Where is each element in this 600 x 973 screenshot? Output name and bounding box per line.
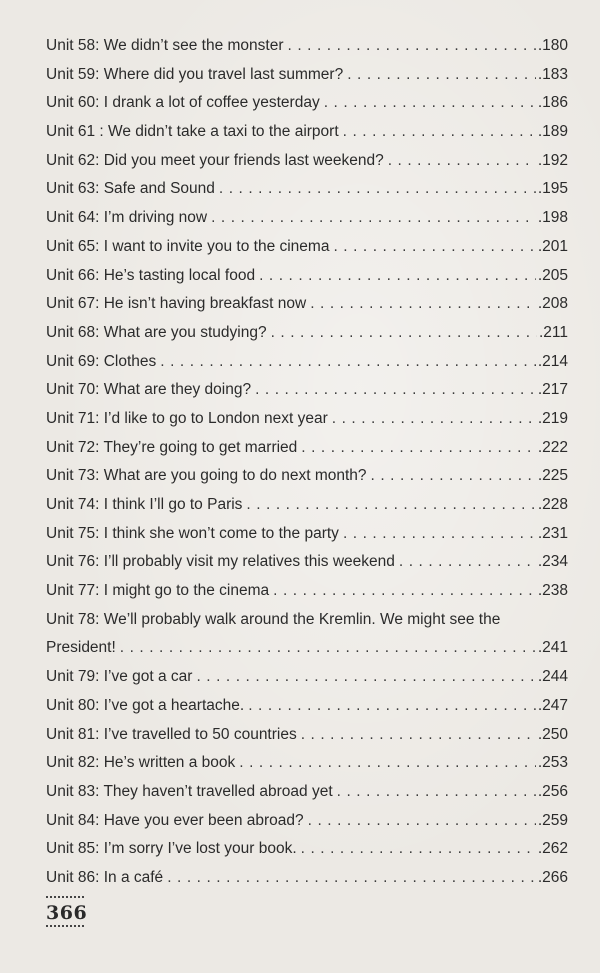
toc-entry [46, 175, 568, 204]
dot-leader [120, 634, 536, 663]
toc-entry [46, 778, 568, 807]
toc-entry-page-number: .262 [537, 840, 568, 858]
toc-entry-title: Unit 83: They haven’t travelled abroad yet [46, 782, 333, 800]
dot-leader [259, 262, 536, 291]
toc-entry-page-number: .198 [537, 209, 568, 227]
toc-entry-title: Unit 60: I drank a lot of coffee yesterday [46, 94, 320, 112]
toc-entry [46, 807, 568, 836]
toc-entry-title: Unit 72: They’re going to get married [46, 438, 298, 456]
toc-entry-page-number: .228 [537, 496, 568, 513]
dot-leader [248, 692, 536, 721]
dot-leader [255, 376, 536, 405]
toc-entry-page-number: .186 [537, 94, 568, 112]
toc-entry-page-number: .266 [537, 868, 568, 886]
dot-leader [337, 778, 536, 807]
toc-entry-title: Unit 84: Have you ever been abroad? [46, 811, 304, 829]
toc-entry-page-number: .234 [537, 553, 568, 571]
toc-entry [46, 262, 568, 291]
toc-entry-title: Unit 86: In a café [46, 868, 164, 886]
toc-entry-title: Unit 82: He’s written a book [46, 754, 236, 772]
toc-entry [46, 61, 568, 90]
toc-entry [46, 204, 568, 233]
toc-entry [46, 462, 568, 491]
toc-entry-title: Unit 76: I’ll probably visit my relatives this weekend [46, 553, 395, 571]
toc-entry-page-number: .222 [537, 438, 568, 456]
toc-entry-page-number: .253 [537, 754, 568, 772]
toc-entry [46, 405, 568, 434]
toc-entry [46, 721, 568, 750]
dot-leader [301, 434, 536, 463]
toc-entry-title: Unit 58: We didn’t see the monster [46, 37, 284, 54]
dot-leader [271, 319, 537, 348]
page-number-footer [46, 896, 87, 929]
toc-entry [46, 491, 568, 520]
folio-dotted-rule-bottom [46, 925, 84, 929]
toc-entry [46, 376, 568, 405]
toc-entry-title: Unit 69: Clothes [46, 352, 157, 370]
toc-entry [46, 577, 568, 606]
toc-entry-page-number: .241 [537, 639, 568, 657]
toc-entry-page-number: .205 [537, 266, 568, 284]
toc-entry-page-number: .208 [537, 295, 568, 313]
toc-entry-page-number: .217 [537, 381, 568, 399]
toc-entry-title: Unit 74: I think I’ll go to Paris [46, 496, 243, 513]
dot-leader [160, 348, 536, 377]
toc-entry-title: Unit 73: What are you going to do next month? [46, 467, 367, 485]
dot-leader [347, 61, 536, 90]
toc-entry-page-number: .247 [537, 696, 568, 714]
toc-entry-line [46, 606, 568, 635]
toc-entry-page-number: .180 [537, 37, 568, 54]
toc-entry [46, 89, 568, 118]
toc-entry-title: Unit 67: He isn’t having breakfast now [46, 295, 307, 313]
toc-entry [46, 692, 568, 721]
dot-leader [333, 233, 535, 262]
folio-dotted-rule-top [46, 896, 84, 900]
dot-leader [196, 663, 535, 692]
toc-entry-page-number: .219 [537, 409, 568, 427]
dot-leader [167, 864, 536, 893]
toc-entry-title: Unit 77: I might go to the cinema [46, 582, 270, 600]
toc-entry-page-number: .244 [537, 668, 568, 686]
toc-entry-page-number: .225 [537, 467, 568, 485]
toc-entry-title: Unit 61 : We didn’t take a taxi to the airport [46, 123, 339, 141]
toc-entry [46, 319, 568, 348]
toc-entry [46, 749, 568, 778]
table-of-contents [46, 32, 568, 893]
toc-entry-title: Unit 65: I want to invite you to the cinema [46, 237, 330, 255]
toc-entry-page-number: .238 [537, 582, 568, 600]
toc-entry [46, 233, 568, 262]
toc-entry-title: Unit 81: I’ve travelled to 50 countries [46, 725, 297, 743]
toc-entry-title: Unit 66: He’s tasting local food [46, 266, 256, 284]
dot-leader [343, 520, 536, 549]
toc-entry [46, 434, 568, 463]
toc-entry-title: Unit 71: I’d like to go to London next year [46, 409, 328, 427]
dot-leader [211, 204, 536, 233]
dot-leader [399, 548, 536, 577]
dot-leader [246, 491, 535, 520]
toc-entry [46, 864, 568, 893]
toc-entry [46, 147, 568, 176]
toc-entry-title: Unit 64: I’m driving now [46, 209, 208, 227]
toc-entry [46, 348, 568, 377]
toc-entry [46, 835, 568, 864]
dot-leader [239, 749, 536, 778]
dot-leader [324, 89, 536, 118]
toc-entry-title: Unit 80: I’ve got a heartache. [46, 696, 245, 714]
toc-entry-title: Unit 62: Did you meet your friends last weekend? [46, 151, 384, 169]
dot-leader [371, 462, 536, 491]
toc-entry-title: Unit 78: We’ll probably walk around the Kremlin. We might see the [46, 610, 501, 628]
toc-entry-page-number: .189 [537, 123, 568, 141]
toc-entry-title: Unit 79: I’ve got a car [46, 668, 193, 686]
dot-leader [219, 175, 536, 204]
dot-leader [288, 32, 536, 61]
dot-leader [388, 147, 536, 176]
dot-leader [301, 721, 536, 750]
dot-leader [332, 405, 536, 434]
dot-leader [273, 577, 536, 606]
dot-leader [308, 807, 536, 836]
toc-entry [46, 32, 568, 61]
toc-entry-page-number: .214 [537, 352, 568, 370]
toc-entry-page-number: .231 [537, 524, 568, 542]
toc-entry-title: Unit 75: I think she won’t come to the party [46, 524, 339, 542]
dot-leader [310, 290, 536, 319]
toc-entry-page-number: .183 [537, 65, 568, 83]
toc-entry-title: Unit 68: What are you studying? [46, 323, 267, 341]
toc-entry [46, 520, 568, 549]
toc-entry-page-number: .256 [537, 782, 568, 800]
toc-entry-title: Unit 85: I’m sorry I’ve lost your book. [46, 840, 297, 858]
toc-entry [46, 663, 568, 692]
toc-entry-page-number: .195 [537, 180, 568, 198]
toc-entry-page-number: .259 [537, 811, 568, 829]
toc-entry-page-number: .201 [537, 237, 568, 255]
toc-entry [46, 634, 568, 663]
toc-entry-page-number: .192 [537, 151, 568, 169]
toc-entry-title: Unit 70: What are they doing? [46, 381, 252, 399]
dot-leader [301, 835, 536, 864]
toc-entry [46, 118, 568, 147]
toc-entry-title: Unit 63: Safe and Sound [46, 180, 215, 198]
toc-entry-title-continued: President! [46, 639, 116, 657]
toc-entry [46, 548, 568, 577]
toc-entry-page-number: .250 [537, 725, 568, 743]
toc-entry [46, 290, 568, 319]
dot-leader [343, 118, 536, 147]
toc-entry-title: Unit 59: Where did you travel last summer? [46, 65, 344, 83]
folio-number: 366 [46, 902, 88, 924]
toc-entry-page-number: .211 [538, 323, 568, 341]
